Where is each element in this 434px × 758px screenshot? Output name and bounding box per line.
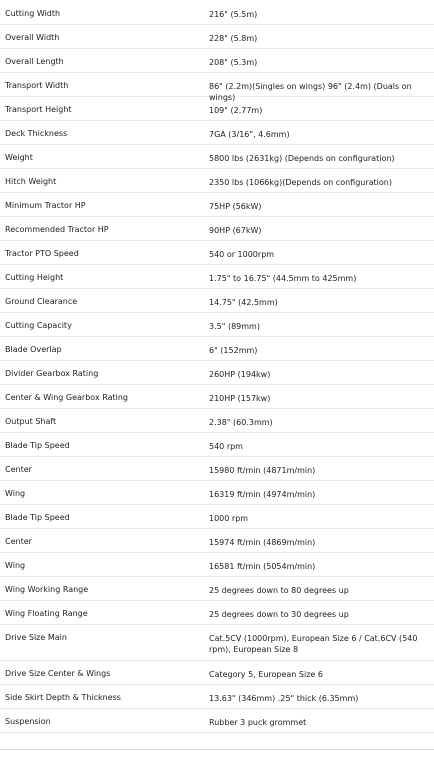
spec-label: Blade Tip Speed bbox=[5, 441, 70, 450]
spec-value: 260HP (194kw) bbox=[209, 370, 271, 379]
spec-row bbox=[0, 313, 434, 337]
spec-row bbox=[0, 25, 434, 49]
spec-row bbox=[0, 241, 434, 265]
spec-row bbox=[0, 433, 434, 457]
spec-value: 2.38" (60.3mm) bbox=[209, 418, 273, 427]
spec-table bbox=[0, 1, 434, 733]
spec-value: 228" (5.8m) bbox=[209, 34, 258, 43]
spec-row bbox=[0, 505, 434, 529]
spec-label: Wing Working Range bbox=[5, 585, 89, 594]
spec-value: 540 rpm bbox=[209, 442, 243, 451]
spec-label: Overall Width bbox=[5, 33, 60, 42]
spec-label: Ground Clearance bbox=[5, 297, 78, 306]
spec-value: 1.75" to 16.75" (44.5mm to 425mm) bbox=[209, 274, 357, 283]
spec-row bbox=[0, 385, 434, 409]
spec-label: Minimum Tractor HP bbox=[5, 201, 86, 210]
spec-row bbox=[0, 625, 434, 661]
spec-label: Tractor PTO Speed bbox=[5, 249, 79, 258]
spec-value: 13.63" (346mm) .25" thick (6.35mm) bbox=[209, 694, 359, 703]
spec-row bbox=[0, 409, 434, 433]
spec-value: 25 degrees down to 30 degrees up bbox=[209, 610, 349, 619]
spec-label: Drive Size Center & Wings bbox=[5, 669, 111, 678]
spec-row bbox=[0, 457, 434, 481]
spec-row bbox=[0, 553, 434, 577]
spec-value: Cat.5CV (1000rpm), European Size 6 / Cat.6CV (540 rpm), European Size 8 bbox=[209, 634, 418, 654]
spec-value: 90HP (67kW) bbox=[209, 226, 262, 235]
spec-value: 16581 ft/min (5054m/min) bbox=[209, 562, 316, 571]
spec-row bbox=[0, 121, 434, 145]
spec-label: Center bbox=[5, 537, 32, 546]
spec-label: Center & Wing Gearbox Rating bbox=[5, 393, 129, 402]
spec-value: 2350 lbs (1066kg)(Depends on configuration) bbox=[209, 178, 392, 187]
spec-label: Suspension bbox=[5, 717, 51, 726]
spec-label: Drive Size Main bbox=[5, 633, 67, 642]
spec-label: Wing Floating Range bbox=[5, 609, 88, 618]
spec-row bbox=[0, 193, 434, 217]
spec-row bbox=[0, 337, 434, 361]
spec-row bbox=[0, 169, 434, 193]
spec-label: Wing bbox=[5, 561, 26, 570]
spec-value: 216" (5.5m) bbox=[209, 10, 258, 19]
spec-label: Cutting Width bbox=[5, 9, 61, 18]
spec-row bbox=[0, 49, 434, 73]
spec-value: 208" (5.3m) bbox=[209, 58, 258, 67]
spec-label: Transport Height bbox=[5, 105, 72, 114]
spec-value: 86" (2.2m)(Singles on wings) 96" (2.4m) (Duals on wings) bbox=[209, 82, 412, 102]
spec-value: Category 5, European Size 6 bbox=[209, 670, 323, 679]
spec-value: 540 or 1000rpm bbox=[209, 250, 275, 259]
spec-label: Wing bbox=[5, 489, 26, 498]
spec-value: 7GA (3/16", 4.6mm) bbox=[209, 130, 290, 139]
spec-label: Overall Length bbox=[5, 57, 64, 66]
spec-row bbox=[0, 145, 434, 169]
spec-value: 16319 ft/min (4974m/min) bbox=[209, 490, 316, 499]
spec-value: 5800 lbs (2631kg) (Depends on configuration) bbox=[209, 154, 395, 163]
spec-row bbox=[0, 289, 434, 313]
spec-label: Side Skirt Depth & Thickness bbox=[5, 693, 121, 702]
spec-value: 6" (152mm) bbox=[209, 346, 258, 355]
spec-row bbox=[0, 685, 434, 709]
spec-value: 210HP (157kw) bbox=[209, 394, 271, 403]
spec-row bbox=[0, 1, 434, 25]
spec-row bbox=[0, 529, 434, 553]
spec-value: 75HP (56kW) bbox=[209, 202, 262, 211]
spec-value: Rubber 3 puck grommet bbox=[209, 718, 307, 727]
spec-label: Deck Thickness bbox=[5, 129, 68, 138]
spec-row bbox=[0, 577, 434, 601]
spec-value: 109" (2.77m) bbox=[209, 106, 263, 115]
bottom-divider bbox=[0, 749, 434, 750]
spec-value: 14.75" (42.5mm) bbox=[209, 298, 278, 307]
spec-row bbox=[0, 217, 434, 241]
spec-label: Cutting Capacity bbox=[5, 321, 72, 330]
spec-label: Output Shaft bbox=[5, 417, 57, 426]
spec-value: 15980 ft/min (4871m/min) bbox=[209, 466, 316, 475]
spec-row bbox=[0, 661, 434, 685]
spec-value: 1000 rpm bbox=[209, 514, 249, 523]
spec-label: Center bbox=[5, 465, 32, 474]
spec-label: Blade Tip Speed bbox=[5, 513, 70, 522]
spec-label: Recommended Tractor HP bbox=[5, 225, 109, 234]
spec-row bbox=[0, 73, 434, 102]
spec-row bbox=[0, 481, 434, 505]
spec-row bbox=[0, 265, 434, 289]
spec-label: Transport Width bbox=[5, 81, 69, 90]
spec-label: Cutting Height bbox=[5, 273, 64, 282]
spec-value: 25 degrees down to 80 degrees up bbox=[209, 586, 349, 595]
spec-label: Hitch Weight bbox=[5, 177, 57, 186]
spec-label: Weight bbox=[5, 153, 33, 162]
spec-row bbox=[0, 361, 434, 385]
spec-row bbox=[0, 601, 434, 625]
spec-label: Divider Gearbox Rating bbox=[5, 369, 99, 378]
spec-row bbox=[0, 97, 434, 121]
spec-value: 3.5" (89mm) bbox=[209, 322, 260, 331]
spec-value: 15974 ft/min (4869m/min) bbox=[209, 538, 316, 547]
spec-label: Blade Overlap bbox=[5, 345, 62, 354]
spec-row bbox=[0, 709, 434, 733]
